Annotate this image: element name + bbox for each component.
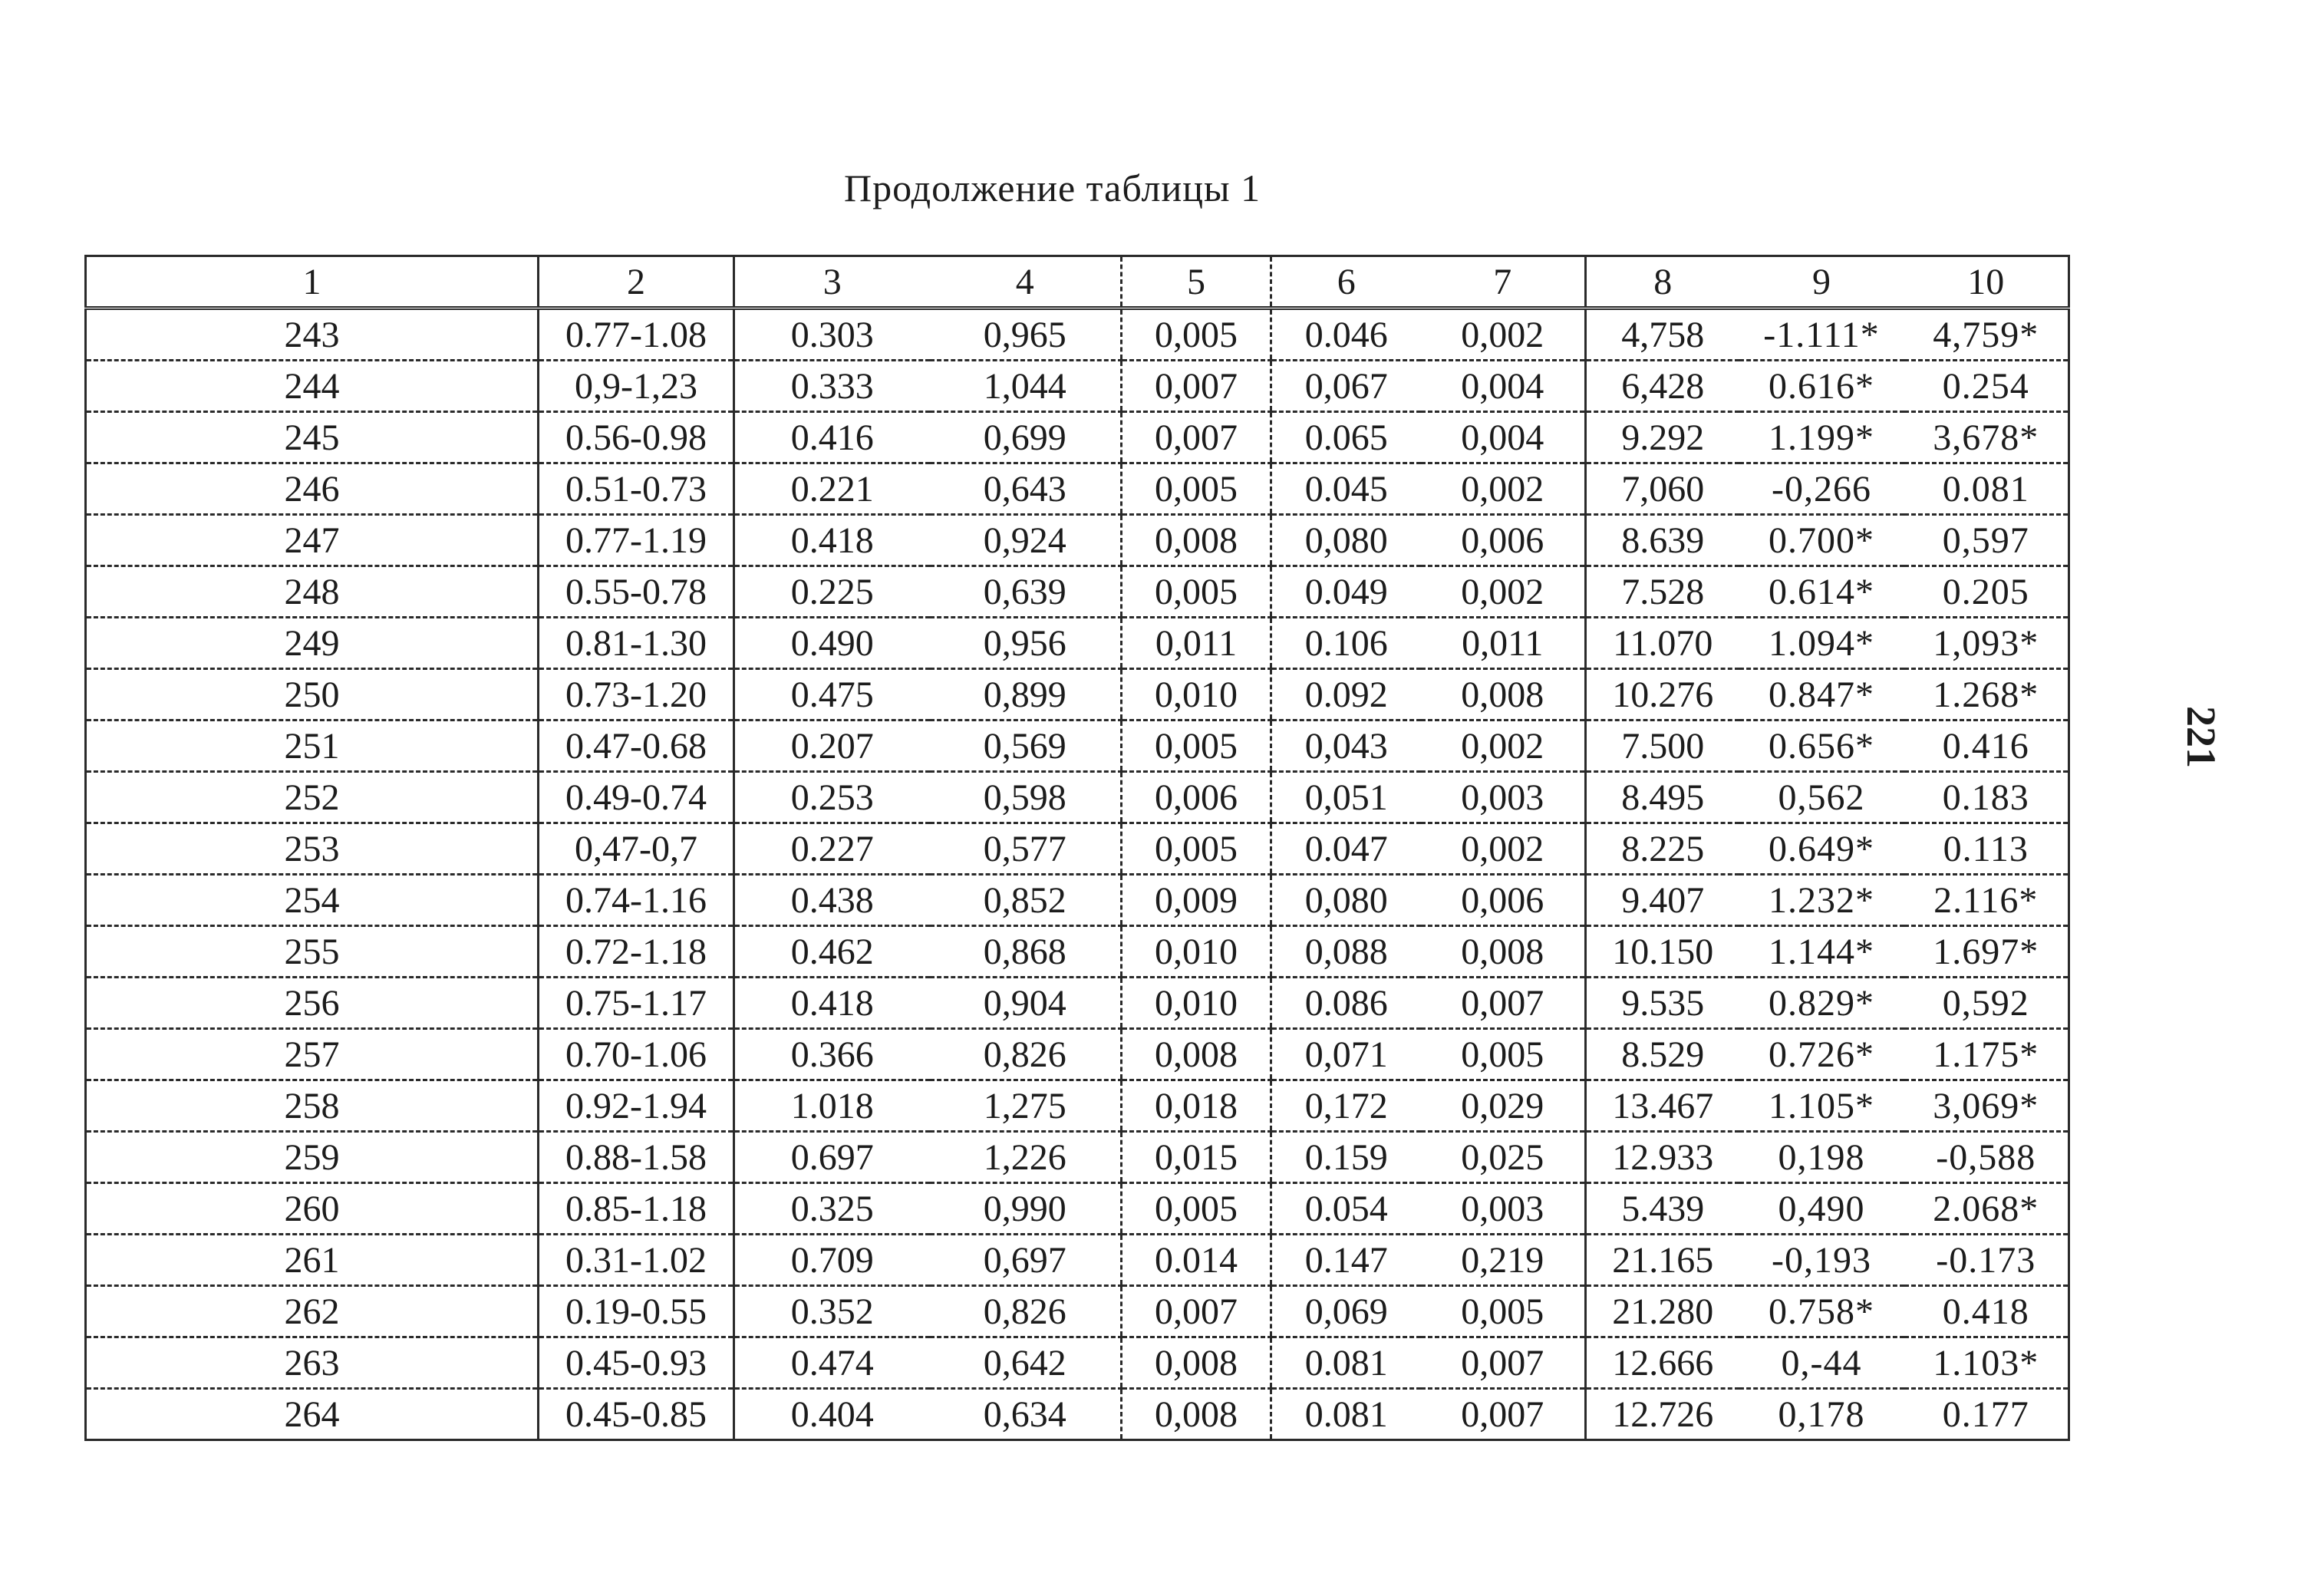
table-cell-col-7: 0,003 — [1421, 772, 1586, 823]
table-cell-col-3: 0.207 — [734, 721, 930, 772]
table-cell-col-5: 0,005 — [1122, 721, 1271, 772]
table-cell-col-1: 251 — [86, 721, 539, 772]
table-cell-col-9: -0,266 — [1739, 463, 1904, 515]
table-cell-col-2: 0.49-0.74 — [539, 772, 734, 823]
table-row — [86, 1286, 2069, 1337]
table-cell-col-4: 0,852 — [930, 875, 1122, 926]
table-cell-col-9: 0,-44 — [1739, 1337, 1904, 1389]
table-cell-col-2: 0.56-0.98 — [539, 412, 734, 463]
table-cell-col-7: 0,005 — [1421, 1286, 1586, 1337]
table-cell-col-10: 1.175* — [1904, 1029, 2069, 1080]
table-cell-col-3: 0.352 — [734, 1286, 930, 1337]
table-row — [86, 463, 2069, 515]
table-cell-col-1: 260 — [86, 1183, 539, 1235]
column-header-6: 6 — [1271, 256, 1421, 308]
table-cell-col-3: 0.366 — [734, 1029, 930, 1080]
column-header-8: 8 — [1586, 256, 1739, 308]
table-cell-col-8: 10.276 — [1586, 669, 1739, 721]
table-cell-col-1: 252 — [86, 772, 539, 823]
table-cell-col-8: 21.165 — [1586, 1235, 1739, 1286]
table-cell-col-9: 0.616* — [1739, 361, 1904, 412]
column-header-3: 3 — [734, 256, 930, 308]
table-row — [86, 772, 2069, 823]
table-cell-col-2: 0.77-1.08 — [539, 308, 734, 361]
table-cell-col-1: 258 — [86, 1080, 539, 1132]
table-cell-col-2: 0.70-1.06 — [539, 1029, 734, 1080]
table-cell-col-2: 0.73-1.20 — [539, 669, 734, 721]
table-cell-col-10: 1.103* — [1904, 1337, 2069, 1389]
table-cell-col-5: 0,008 — [1122, 1337, 1271, 1389]
table-cell-col-4: 0,826 — [930, 1286, 1122, 1337]
table-cell-col-8: 8.529 — [1586, 1029, 1739, 1080]
table-cell-col-9: -1.111* — [1739, 308, 1904, 361]
table-cell-col-7: 0,003 — [1421, 1183, 1586, 1235]
table-cell-col-6: 0,051 — [1271, 772, 1421, 823]
table-cell-col-10: 0,592 — [1904, 978, 2069, 1029]
table-cell-col-5: 0,008 — [1122, 515, 1271, 566]
table-cell-col-10: 0,597 — [1904, 515, 2069, 566]
table-row — [86, 926, 2069, 978]
table-cell-col-5: 0,005 — [1122, 566, 1271, 618]
table-cell-col-1: 245 — [86, 412, 539, 463]
column-header-9: 9 — [1739, 256, 1904, 308]
table-cell-col-9: 1.094* — [1739, 618, 1904, 669]
table-cell-col-10: 2.068* — [1904, 1183, 2069, 1235]
table-cell-col-4: 0,577 — [930, 823, 1122, 875]
table-cell-col-10: 0.081 — [1904, 463, 2069, 515]
table-cell-col-4: 1,044 — [930, 361, 1122, 412]
table-cell-col-10: 0.416 — [1904, 721, 2069, 772]
table-cell-col-4: 1,275 — [930, 1080, 1122, 1132]
table-cell-col-7: 0,002 — [1421, 308, 1586, 361]
column-header-5: 5 — [1122, 256, 1271, 308]
table-cell-col-2: 0,9-1,23 — [539, 361, 734, 412]
table-cell-col-2: 0.19-0.55 — [539, 1286, 734, 1337]
table-header — [86, 256, 2069, 308]
table-cell-col-8: 12.666 — [1586, 1337, 1739, 1389]
table-cell-col-9: 1.199* — [1739, 412, 1904, 463]
table-cell-col-7: 0,002 — [1421, 566, 1586, 618]
table-cell-col-3: 0.225 — [734, 566, 930, 618]
table-cell-col-8: 8.225 — [1586, 823, 1739, 875]
table-cell-col-7: 0,004 — [1421, 361, 1586, 412]
table-cell-col-5: 0,008 — [1122, 1389, 1271, 1440]
table-cell-col-2: 0.77-1.19 — [539, 515, 734, 566]
table-cell-col-7: 0,219 — [1421, 1235, 1586, 1286]
table-row — [86, 823, 2069, 875]
table-cell-col-6: 0.054 — [1271, 1183, 1421, 1235]
table-cell-col-3: 0.416 — [734, 412, 930, 463]
table-cell-col-1: 255 — [86, 926, 539, 978]
table-cell-col-10: 0.254 — [1904, 361, 2069, 412]
table-cell-col-8: 7,060 — [1586, 463, 1739, 515]
table-cell-col-5: 0,007 — [1122, 412, 1271, 463]
table-cell-col-8: 11.070 — [1586, 618, 1739, 669]
table-cell-col-8: 9.535 — [1586, 978, 1739, 1029]
table-cell-col-10: 3,678* — [1904, 412, 2069, 463]
table-cell-col-6: 0,172 — [1271, 1080, 1421, 1132]
table-cell-col-8: 7.500 — [1586, 721, 1739, 772]
table-cell-col-3: 0.418 — [734, 515, 930, 566]
column-header-2: 2 — [539, 256, 734, 308]
table-cell-col-8: 8.639 — [1586, 515, 1739, 566]
table-cell-col-1: 246 — [86, 463, 539, 515]
table-cell-col-7: 0,006 — [1421, 875, 1586, 926]
table-cell-col-9: 0.656* — [1739, 721, 1904, 772]
page-number: 221 — [2178, 706, 2224, 768]
table-cell-col-10: 0.113 — [1904, 823, 2069, 875]
table-cell-col-2: 0.88-1.58 — [539, 1132, 734, 1183]
column-header-4: 4 — [930, 256, 1122, 308]
table-cell-col-7: 0,008 — [1421, 926, 1586, 978]
table-cell-col-4: 0,990 — [930, 1183, 1122, 1235]
table-cell-col-5: 0,010 — [1122, 926, 1271, 978]
table-cell-col-3: 1.018 — [734, 1080, 930, 1132]
table-cell-col-10: 0.418 — [1904, 1286, 2069, 1337]
table-body — [86, 308, 2069, 1440]
table-cell-col-3: 0.462 — [734, 926, 930, 978]
table-cell-col-5: 0,005 — [1122, 308, 1271, 361]
table-cell-col-10: -0,588 — [1904, 1132, 2069, 1183]
table-cell-col-6: 0.065 — [1271, 412, 1421, 463]
table-cell-col-3: 0.227 — [734, 823, 930, 875]
table-cell-col-5: 0,007 — [1122, 1286, 1271, 1337]
table-cell-col-4: 0,598 — [930, 772, 1122, 823]
table-cell-col-9: 0.758* — [1739, 1286, 1904, 1337]
table-cell-col-8: 4,758 — [1586, 308, 1739, 361]
table-cell-col-5: 0,007 — [1122, 361, 1271, 412]
table-cell-col-3: 0.221 — [734, 463, 930, 515]
table-cell-col-2: 0.74-1.16 — [539, 875, 734, 926]
table-cell-col-10: -0.173 — [1904, 1235, 2069, 1286]
table-cell-col-5: 0,018 — [1122, 1080, 1271, 1132]
table-cell-col-1: 262 — [86, 1286, 539, 1337]
table-row — [86, 1132, 2069, 1183]
table-row — [86, 1029, 2069, 1080]
table-row — [86, 566, 2069, 618]
table-cell-col-1: 248 — [86, 566, 539, 618]
data-table — [84, 255, 2070, 1441]
table-cell-col-3: 0.709 — [734, 1235, 930, 1286]
table-cell-col-9: 0.847* — [1739, 669, 1904, 721]
table-cell-col-7: 0,002 — [1421, 721, 1586, 772]
table-cell-col-1: 253 — [86, 823, 539, 875]
table-cell-col-8: 7.528 — [1586, 566, 1739, 618]
table-cell-col-10: 0.177 — [1904, 1389, 2069, 1440]
table-cell-col-7: 0,005 — [1421, 1029, 1586, 1080]
table-cell-col-3: 0.303 — [734, 308, 930, 361]
table-cell-col-4: 0,899 — [930, 669, 1122, 721]
table-cell-col-3: 0.404 — [734, 1389, 930, 1440]
table-cell-col-7: 0,006 — [1421, 515, 1586, 566]
table-cell-col-2: 0.47-0.68 — [539, 721, 734, 772]
table-cell-col-8: 12.933 — [1586, 1132, 1739, 1183]
table-cell-col-8: 12.726 — [1586, 1389, 1739, 1440]
table-cell-col-6: 0.081 — [1271, 1389, 1421, 1440]
table-cell-col-5: 0,010 — [1122, 669, 1271, 721]
table-cell-col-4: 0,868 — [930, 926, 1122, 978]
table-cell-col-1: 247 — [86, 515, 539, 566]
table-cell-col-9: 0.614* — [1739, 566, 1904, 618]
table-cell-col-4: 0,904 — [930, 978, 1122, 1029]
table-cell-col-4: 0,639 — [930, 566, 1122, 618]
table-cell-col-9: -0,193 — [1739, 1235, 1904, 1286]
table-row — [86, 361, 2069, 412]
table-cell-col-5: 0,005 — [1122, 463, 1271, 515]
table-cell-col-1: 263 — [86, 1337, 539, 1389]
table-cell-col-4: 0,826 — [930, 1029, 1122, 1080]
table-cell-col-9: 0.726* — [1739, 1029, 1904, 1080]
table-cell-col-2: 0,47-0,7 — [539, 823, 734, 875]
table-cell-col-3: 0.253 — [734, 772, 930, 823]
table-cell-col-7: 0,007 — [1421, 978, 1586, 1029]
table-row — [86, 618, 2069, 669]
table-row — [86, 515, 2069, 566]
table-cell-col-8: 5.439 — [1586, 1183, 1739, 1235]
table-cell-col-9: 1.144* — [1739, 926, 1904, 978]
table-cell-col-6: 0,088 — [1271, 926, 1421, 978]
table-cell-col-10: 4,759* — [1904, 308, 2069, 361]
table-cell-col-6: 0.081 — [1271, 1337, 1421, 1389]
table-row — [86, 978, 2069, 1029]
table-cell-col-10: 2.116* — [1904, 875, 2069, 926]
table-cell-col-6: 0.147 — [1271, 1235, 1421, 1286]
table-cell-col-9: 0,490 — [1739, 1183, 1904, 1235]
table-cell-col-1: 257 — [86, 1029, 539, 1080]
table-cell-col-8: 8.495 — [1586, 772, 1739, 823]
table-cell-col-5: 0,011 — [1122, 618, 1271, 669]
table-cell-col-7: 0,029 — [1421, 1080, 1586, 1132]
table-cell-col-5: 0,005 — [1122, 1183, 1271, 1235]
table-cell-col-7: 0,004 — [1421, 412, 1586, 463]
table-cell-col-1: 244 — [86, 361, 539, 412]
table-cell-col-10: 1.268* — [1904, 669, 2069, 721]
table-cell-col-3: 0.475 — [734, 669, 930, 721]
table-row — [86, 1080, 2069, 1132]
table-cell-col-5: 0.014 — [1122, 1235, 1271, 1286]
table-cell-col-4: 0,699 — [930, 412, 1122, 463]
table-cell-col-10: 0.205 — [1904, 566, 2069, 618]
table-cell-col-2: 0.55-0.78 — [539, 566, 734, 618]
table-cell-col-9: 0,562 — [1739, 772, 1904, 823]
table-cell-col-4: 0,924 — [930, 515, 1122, 566]
table-cell-col-5: 0,010 — [1122, 978, 1271, 1029]
table-cell-col-1: 256 — [86, 978, 539, 1029]
table-cell-col-5: 0,005 — [1122, 823, 1271, 875]
table-cell-col-6: 0.045 — [1271, 463, 1421, 515]
table-cell-col-2: 0.31-1.02 — [539, 1235, 734, 1286]
table-cell-col-9: 1.232* — [1739, 875, 1904, 926]
table-cell-col-8: 13.467 — [1586, 1080, 1739, 1132]
table-cell-col-9: 0.829* — [1739, 978, 1904, 1029]
table-cell-col-6: 0.092 — [1271, 669, 1421, 721]
table-cell-col-3: 0.325 — [734, 1183, 930, 1235]
table-cell-col-10: 1.697* — [1904, 926, 2069, 978]
table-cell-col-7: 0,007 — [1421, 1337, 1586, 1389]
table-row — [86, 1337, 2069, 1389]
table-cell-col-4: 0,965 — [930, 308, 1122, 361]
table-cell-col-4: 0,643 — [930, 463, 1122, 515]
table-cell-col-1: 250 — [86, 669, 539, 721]
table-cell-col-6: 0.047 — [1271, 823, 1421, 875]
table-row — [86, 875, 2069, 926]
table-cell-col-2: 0.72-1.18 — [539, 926, 734, 978]
table-cell-col-3: 0.474 — [734, 1337, 930, 1389]
table-cell-col-3: 0.490 — [734, 618, 930, 669]
table-cell-col-9: 0,178 — [1739, 1389, 1904, 1440]
table-cell-col-8: 10.150 — [1586, 926, 1739, 978]
table-cell-col-5: 0,009 — [1122, 875, 1271, 926]
table-cell-col-7: 0,011 — [1421, 618, 1586, 669]
table-cell-col-5: 0,006 — [1122, 772, 1271, 823]
table-cell-col-6: 0,080 — [1271, 515, 1421, 566]
column-header-1: 1 — [86, 256, 539, 308]
table-cell-col-6: 0,071 — [1271, 1029, 1421, 1080]
table-cell-col-8: 21.280 — [1586, 1286, 1739, 1337]
table-cell-col-7: 0,002 — [1421, 823, 1586, 875]
table-row — [86, 1235, 2069, 1286]
table-cell-col-4: 0,634 — [930, 1389, 1122, 1440]
table-cell-col-1: 254 — [86, 875, 539, 926]
table-row — [86, 308, 2069, 361]
table-cell-col-2: 0.85-1.18 — [539, 1183, 734, 1235]
table-row — [86, 1183, 2069, 1235]
table-cell-col-9: 0.700* — [1739, 515, 1904, 566]
table-cell-col-2: 0.51-0.73 — [539, 463, 734, 515]
table-cell-col-2: 0.81-1.30 — [539, 618, 734, 669]
column-header-7: 7 — [1421, 256, 1586, 308]
table-row — [86, 1389, 2069, 1440]
table-cell-col-1: 243 — [86, 308, 539, 361]
table-cell-col-4: 1,226 — [930, 1132, 1122, 1183]
table-cell-col-4: 0,956 — [930, 618, 1122, 669]
table-cell-col-9: 1.105* — [1739, 1080, 1904, 1132]
table-cell-col-8: 9.292 — [1586, 412, 1739, 463]
table-cell-col-4: 0,642 — [930, 1337, 1122, 1389]
table-cell-col-6: 0,067 — [1271, 361, 1421, 412]
table-cell-col-2: 0.45-0.93 — [539, 1337, 734, 1389]
table-cell-col-1: 249 — [86, 618, 539, 669]
table-cell-col-7: 0,025 — [1421, 1132, 1586, 1183]
table-cell-col-8: 9.407 — [1586, 875, 1739, 926]
table-cell-col-6: 0,069 — [1271, 1286, 1421, 1337]
table-cell-col-1: 259 — [86, 1132, 539, 1183]
table-cell-col-10: 1,093* — [1904, 618, 2069, 669]
column-header-10: 10 — [1904, 256, 2069, 308]
table-cell-col-9: 0,198 — [1739, 1132, 1904, 1183]
table-cell-col-5: 0,015 — [1122, 1132, 1271, 1183]
table-cell-col-3: 0.333 — [734, 361, 930, 412]
table-cell-col-2: 0.45-0.85 — [539, 1389, 734, 1440]
table-cell-col-6: 0.159 — [1271, 1132, 1421, 1183]
table-cell-col-6: 0.046 — [1271, 308, 1421, 361]
table-row — [86, 412, 2069, 463]
table-cell-col-4: 0,569 — [930, 721, 1122, 772]
table-cell-col-1: 264 — [86, 1389, 539, 1440]
table-cell-col-6: 0,080 — [1271, 875, 1421, 926]
table-cell-col-6: 0.106 — [1271, 618, 1421, 669]
table-cell-col-5: 0,008 — [1122, 1029, 1271, 1080]
header-row — [86, 256, 2069, 308]
table-cell-col-8: 6,428 — [1586, 361, 1739, 412]
table-cell-col-3: 0.438 — [734, 875, 930, 926]
table-row — [86, 721, 2069, 772]
table-cell-col-9: 0.649* — [1739, 823, 1904, 875]
table-cell-col-7: 0,002 — [1421, 463, 1586, 515]
table-cell-col-2: 0.75-1.17 — [539, 978, 734, 1029]
table-cell-col-3: 0.697 — [734, 1132, 930, 1183]
table-cell-col-6: 0,043 — [1271, 721, 1421, 772]
table-cell-col-4: 0,697 — [930, 1235, 1122, 1286]
table-row — [86, 669, 2069, 721]
table-cell-col-6: 0.049 — [1271, 566, 1421, 618]
table-cell-col-1: 261 — [86, 1235, 539, 1286]
table-cell-col-2: 0.92-1.94 — [539, 1080, 734, 1132]
table-cell-col-3: 0.418 — [734, 978, 930, 1029]
table-cell-col-6: 0.086 — [1271, 978, 1421, 1029]
table-cell-col-10: 3,069* — [1904, 1080, 2069, 1132]
table-cell-col-7: 0,008 — [1421, 669, 1586, 721]
table-cell-col-10: 0.183 — [1904, 772, 2069, 823]
table-cell-col-7: 0,007 — [1421, 1389, 1586, 1440]
table-continuation-title: Продолжение таблицы 1 — [844, 167, 1261, 209]
